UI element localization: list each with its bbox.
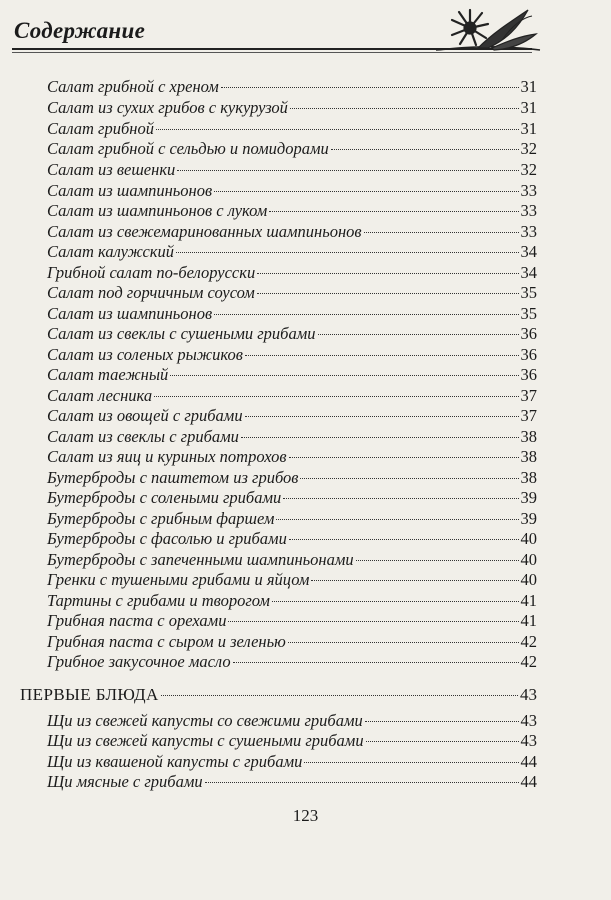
toc-entry-title: Бутерброды с паштетом из грибов [47, 468, 299, 487]
toc-entry-title: Салат из шампиньонов с луком [47, 201, 268, 220]
toc-entry-title: Салат из шампиньонов [47, 181, 213, 200]
dot-leader [161, 695, 518, 696]
toc-entry [47, 119, 537, 139]
toc-entry-page: 31 [520, 77, 537, 96]
toc-entry-page: 35 [520, 283, 537, 302]
toc-entry [47, 611, 537, 631]
dot-leader [170, 375, 518, 376]
dot-leader [290, 108, 519, 109]
dot-leader [276, 519, 518, 520]
dot-leader [331, 149, 519, 150]
toc-entry [47, 365, 537, 385]
toc-entry [47, 468, 537, 488]
toc-entry-page: 36 [520, 324, 537, 343]
dot-leader [245, 355, 519, 356]
flower-ornament-icon [432, 4, 542, 58]
toc-entry-page: 31 [520, 119, 537, 138]
dot-leader [214, 314, 518, 315]
dot-leader [154, 396, 518, 397]
toc-entry-page: 44 [520, 752, 537, 771]
toc-section [20, 684, 537, 706]
toc-entry-page: 34 [520, 242, 537, 261]
toc-entry [47, 447, 537, 467]
toc-entry-title: Салат таежный [47, 365, 169, 384]
toc-entry-title: Грибное закусочное масло [47, 652, 231, 671]
dot-leader [366, 741, 519, 742]
toc-entry-page: 38 [520, 447, 537, 466]
toc-entry [47, 550, 537, 570]
toc-entry-page: 36 [520, 365, 537, 384]
dot-leader [176, 252, 519, 253]
toc-entry [47, 304, 537, 324]
toc-section-title: ПЕРВЫЕ БЛЮДА [20, 685, 159, 704]
dot-leader [288, 642, 519, 643]
toc-entry-title: Салат из соленых рыжиков [47, 345, 243, 364]
dot-leader [311, 580, 518, 581]
toc-entry-title: Салат из яиц и куриных потрохов [47, 447, 287, 466]
toc-section-page: 43 [520, 685, 537, 704]
toc-entry-title: Салат из шампиньонов [47, 304, 213, 323]
toc-entry-page: 40 [520, 550, 537, 569]
dot-leader [241, 437, 519, 438]
toc-entry-page: 42 [520, 632, 537, 651]
dot-leader [257, 293, 519, 294]
toc-entry-page: 43 [520, 731, 537, 750]
dot-leader [233, 662, 519, 663]
toc-entry [47, 509, 537, 529]
toc-entry [47, 283, 537, 303]
dot-leader [318, 334, 519, 335]
dot-leader [289, 457, 519, 458]
toc-entry-title: Салат из свеклы с грибами [47, 427, 239, 446]
toc-entry-title: Грибная паста с сыром и зеленью [47, 632, 286, 651]
dot-leader [365, 721, 519, 722]
toc-entry [47, 181, 537, 201]
toc-entry-page: 35 [520, 304, 537, 323]
dot-leader [283, 498, 518, 499]
dot-leader [257, 273, 518, 274]
toc-entry-page: 43 [520, 711, 537, 730]
toc-entry-page: 40 [520, 529, 537, 548]
dot-leader [245, 416, 519, 417]
toc-entry-title: Салат из сухих грибов с кукурузой [47, 98, 288, 117]
toc-entry-title: Салат из свеклы с сушеными грибами [47, 324, 316, 343]
toc-entry [47, 711, 537, 731]
toc-entry [47, 242, 537, 262]
dot-leader [356, 560, 519, 561]
dot-leader [156, 129, 519, 130]
toc-entry-page: 41 [520, 591, 537, 610]
dot-leader [177, 170, 518, 171]
toc-entry-page: 31 [520, 98, 537, 117]
toc-entry-page: 36 [520, 345, 537, 364]
toc-entry-title: Щи из свежей капусты с сушеными грибами [47, 731, 364, 750]
toc-entry-title: Салат из овощей с грибами [47, 406, 243, 425]
toc-entry [47, 632, 537, 652]
toc-entry [47, 591, 537, 611]
toc-entry-page: 37 [520, 386, 537, 405]
toc-entry [47, 731, 537, 751]
toc-entry [47, 772, 537, 792]
toc-entry [47, 263, 537, 283]
toc-entry-page: 37 [520, 406, 537, 425]
toc-entry [47, 324, 537, 344]
toc-entry [47, 201, 537, 221]
toc-entry-title: Салат грибной [47, 119, 154, 138]
toc-entry-page: 33 [520, 201, 537, 220]
toc-entry [47, 386, 537, 406]
toc-entry-page: 39 [520, 488, 537, 507]
toc-entry [47, 139, 537, 159]
toc-entry-page: 38 [520, 427, 537, 446]
dot-leader [304, 762, 518, 763]
toc-entry-title: Щи из свежей капусты со свежими грибами [47, 711, 363, 730]
toc-entry-page: 42 [520, 652, 537, 671]
toc-entry-title: Щи мясные с грибами [47, 772, 203, 791]
page-header [0, 0, 611, 62]
toc-entry-page: 33 [520, 181, 537, 200]
toc-entry-title: Бутерброды с солеными грибами [47, 488, 282, 507]
toc-entry-page: 40 [520, 570, 537, 589]
toc-entry-title: Салат из свежемаринованных шампиньонов [47, 222, 362, 241]
toc-entry-title: Салат калужский [47, 242, 174, 261]
toc-entry [47, 652, 537, 672]
dot-leader [300, 478, 518, 479]
dot-leader [221, 87, 519, 88]
toc-entry-title: Салат лесника [47, 386, 153, 405]
toc-entry-title: Бутерброды с грибным фаршем [47, 509, 275, 528]
toc-entry [47, 77, 537, 97]
dot-leader [289, 539, 519, 540]
page-number: 123 [292, 806, 319, 825]
toc-entry-title: Щи из квашеной капусты с грибами [47, 752, 303, 771]
toc-entry [47, 488, 537, 508]
toc-entry-title: Бутерброды с фасолью и грибами [47, 529, 287, 548]
dot-leader [272, 601, 519, 602]
toc-entry-page: 34 [520, 263, 537, 282]
toc-entry-title: Салат под горчичным соусом [47, 283, 255, 302]
toc-entry [47, 98, 537, 118]
toc-entry [47, 570, 537, 590]
toc-entry-title: Салат из вешенки [47, 160, 176, 179]
dot-leader [205, 782, 519, 783]
dot-leader [269, 211, 518, 212]
toc-entry-page: 44 [520, 772, 537, 791]
toc-entry-page: 39 [520, 509, 537, 528]
toc-entry [47, 345, 537, 365]
toc-entry-title: Тартины с грибами и творогом [47, 591, 270, 610]
toc-entry [47, 529, 537, 549]
toc-entry [47, 222, 537, 242]
toc-entry-title: Салат грибной с хреном [47, 77, 219, 96]
toc-entry-page: 32 [520, 160, 537, 179]
dot-leader [228, 621, 518, 622]
dot-leader [214, 191, 518, 192]
page-title: Содержание [14, 18, 146, 43]
toc-entry [47, 160, 537, 180]
toc-entry-page: 38 [520, 468, 537, 487]
toc-entry-title: Гренки с тушеными грибами и яйцом [47, 570, 310, 589]
toc-entry [47, 406, 537, 426]
dot-leader [364, 232, 519, 233]
toc-entry-title: Салат грибной с сельдью и помидорами [47, 139, 329, 158]
toc-entry-page: 32 [520, 139, 537, 158]
toc-entry-title: Бутерброды с запеченными шампиньонами [47, 550, 354, 569]
toc-entry [47, 752, 537, 772]
toc-entry-title: Грибной салат по-белорусски [47, 263, 256, 282]
toc-entry [47, 427, 537, 447]
toc-entry-title: Грибная паста с орехами [47, 611, 227, 630]
toc-entry-page: 33 [520, 222, 537, 241]
toc-entry-page: 41 [520, 611, 537, 630]
